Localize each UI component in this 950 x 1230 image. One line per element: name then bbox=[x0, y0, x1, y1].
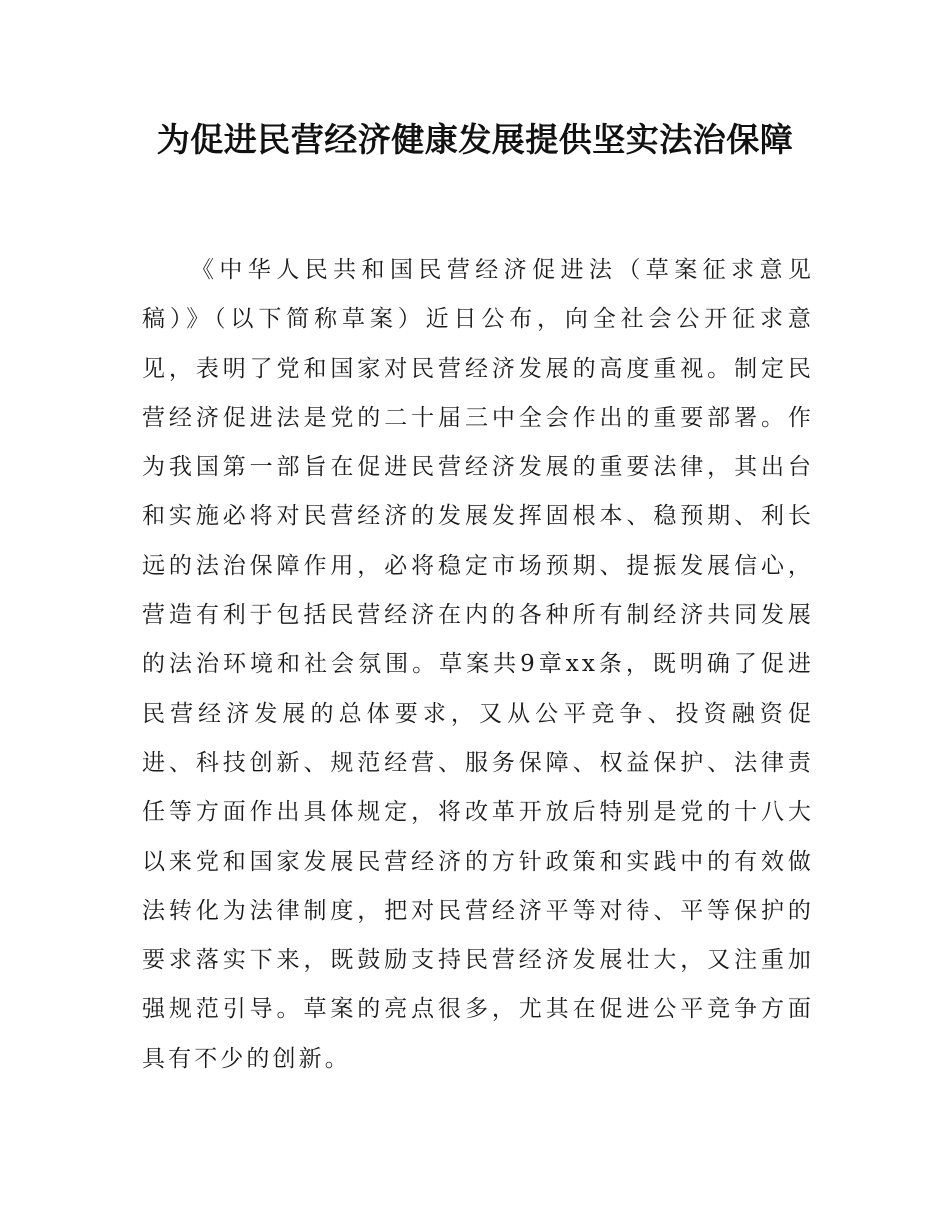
body-paragraph: 《中华人民共和国民营经济促进法（草案征求意见稿）》（以下简称草案）近日公布，向全社会公开征求意见，表明了党和国家对民营经济发展的高度重视。制定民营经济促进法是党的二十届三中全会作出的重要部署。作为我国第一部旨在促进民营经济发展的重要法律，其出台和实施必将对民营经济的发展发挥固根本、稳预期、利长远的法治保障作用，必将稳定市场预期、提振发展信心，营造有利于包括民营经济在内的各种所有制经济共同发展的法治环境和社会氛围。草案共9章xx条，既明确了促进民营经济发展的总体要求，又从公平竞争、投资融资促进、科技创新、规范经营、服务保障、权益保护、法律责任等方面作出具体规定，将改革开放后特别是党的十八大以来党和国家发展民营经济的方针政策和实践中的有效做法转化为法律制度，把对民营经济平等对待、平等保护的要求落实下来，既鼓励支持民营经济发展壮大，又注重加强规范引导。草案的亮点很多，尤其在促进公平竞争方面具有不少的创新。 bbox=[142, 257, 814, 1072]
document-title: 为促进民营经济健康发展提供坚实法治保障 bbox=[156, 120, 794, 159]
